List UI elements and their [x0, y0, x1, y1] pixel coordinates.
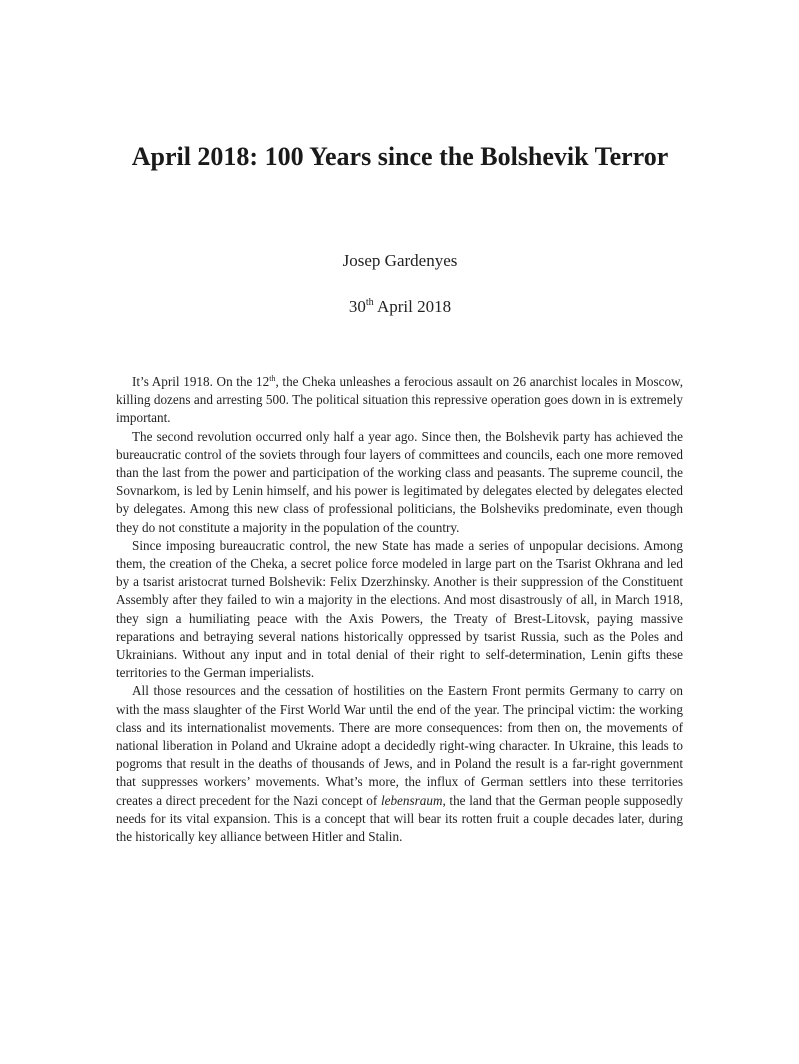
italic-term: lebensraum	[380, 792, 443, 808]
paragraph	[116, 373, 683, 428]
document-body	[116, 373, 683, 846]
ordinal-suffix: th	[269, 374, 276, 383]
date-day-suffix: th	[365, 297, 374, 308]
paragraph-text: It’s April 1918. On the 12	[132, 374, 270, 389]
document-date	[116, 297, 684, 317]
paragraph: Since imposing bureaucratic control, the new State has made a series of unpopular decisions. Among them, the creation of the Cheka, a secret police force modeled in large part on the Tsarist Okhrana and led by a tsarist aristocrat turned Bolshevik: Felix Dzerzhinsky. Another is their suppression of the Constituent Assembly after they failed to win a majority in the elections. And most disastrously of all, in March 1918, they sign a humiliating peace with the Axis Powers, the Treaty of Brest-Litovsk, paying massive reparations and betraying several nations historically oppressed by tsarist Russia, such as the Poles and Ukrainians. Without any input and in total denial of their right to self-determination, Lenin gifts these territories to the German imperialists.	[116, 537, 683, 681]
paragraph-text: All those resources and the cessation of hostilities on the Eastern Front permits Germany to carry on with the mass slaughter of the First World War until the end of the year. The principal victim: the working class and its internationalist movements. There are more consequences: from then on, the movements of national liberation in Poland and Ukraine adopt a decidedly right-wing character. In Ukraine, this leads to pogroms that result in the deaths of thousands of Jews, and in Poland the result is a far-right government that suppresses workers’ movements. What’s more, the influx of German settlers into these territories creates a direct precedent for the Nazi concept of	[116, 683, 683, 808]
date-day: 30	[348, 297, 366, 316]
date-month-year: April 2018	[373, 297, 452, 316]
paragraph-text: , the Cheka unleashes a ferocious assault on 26 anarchist locales in Moscow, killing dozens and arresting 500. The political situation this repressive operation goes down in is extremely important.	[116, 374, 683, 426]
document-title: April 2018: 100 Years since the Bolshevik Terror	[131, 142, 669, 171]
document-author: Josep Gardenyes	[342, 251, 458, 270]
paragraph	[116, 682, 683, 846]
paragraph-text: , the land that the German people supposedly needs for its vital expansion. This is a concept that will bear its rotten fruit a couple decades later, during the historically key alliance between Hitler and Stalin.	[116, 792, 683, 845]
paragraph: The second revolution occurred only half a year ago. Since then, the Bolshevik party has achieved the bureaucratic control of the soviets through four layers of committees and councils, each one more removed than the last from the power and participation of the working class and peasants. The supreme council, the Sovnarkom, is led by Lenin himself, and his power is legitimated by delegates elected by delegates elected by delegates. Among this new class of professional politicians, the Bolsheviks predominate, even though they do not constitute a majority in the population of the country.	[116, 428, 683, 535]
